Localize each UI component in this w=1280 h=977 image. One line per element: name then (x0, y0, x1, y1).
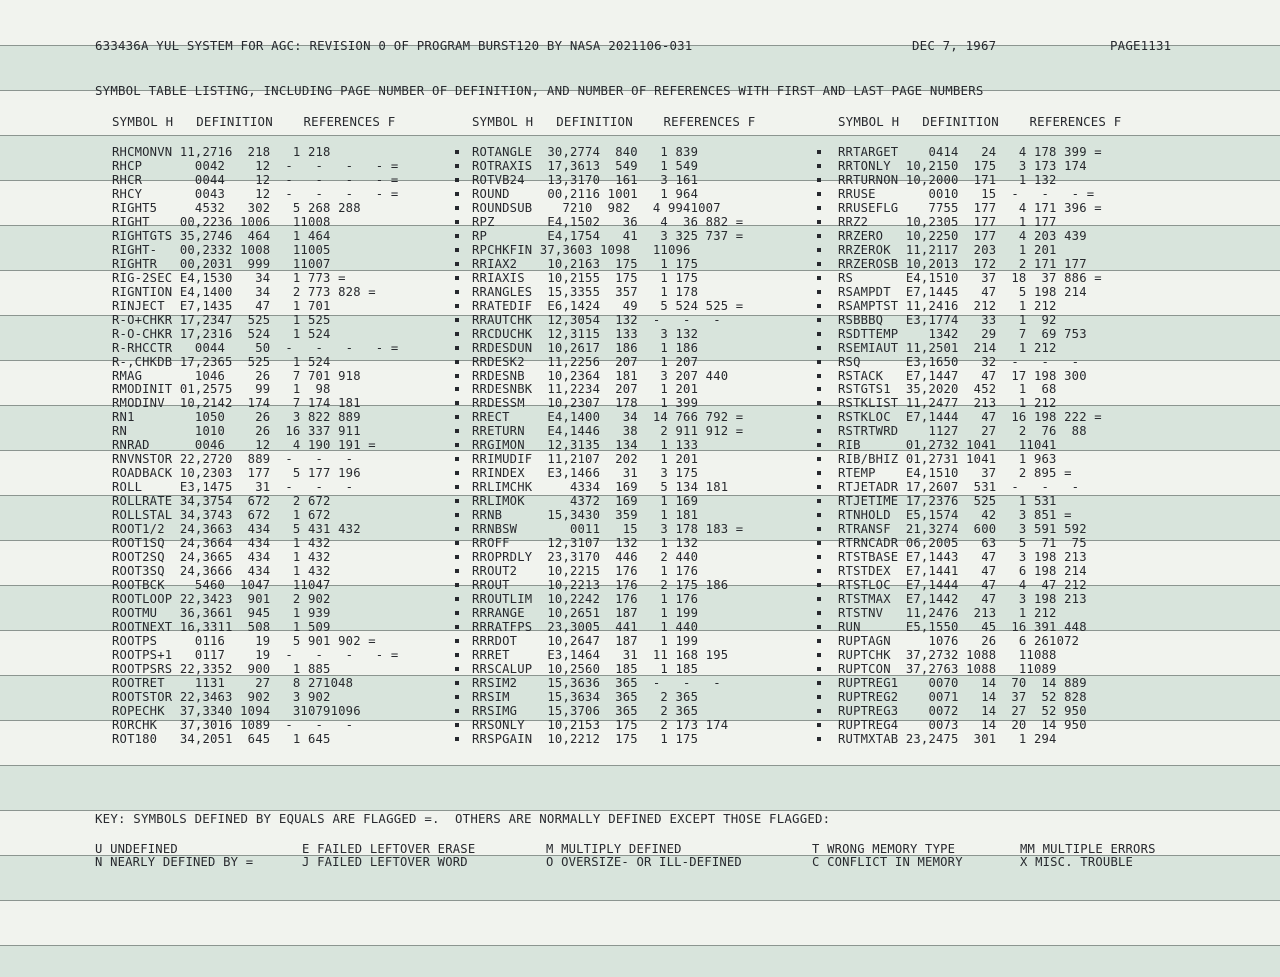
legend-item: T WRONG MEMORY TYPE (812, 842, 956, 856)
symbol-entry: ROLLRATE 34,3754 672 2 672 (112, 494, 331, 509)
column-separator-mark (455, 681, 459, 685)
symbol-entry: ROOTBCK 5460 1047 11047 (112, 578, 331, 593)
symbol-entry: RRDESDUN 10,2617 186 1 186 (472, 340, 699, 355)
symbol-entry: RNVNSTOR 22,2720 889 - - - (112, 452, 354, 467)
symbol-entry: RRIAXIS 10,2155 175 1 175 (472, 270, 699, 285)
symbol-entry: RHCMONVN 11,2716 218 1 218 (112, 145, 331, 159)
symbol-entry: RRSIM 15,3634 365 2 365 (472, 689, 699, 704)
table-row (0, 592, 1280, 606)
symbol-entry: RSEMIAUT 11,2501 214 1 212 (838, 340, 1057, 355)
column-separator-mark (455, 387, 459, 391)
table-row (0, 606, 1280, 620)
column-separator-mark (817, 583, 821, 587)
symbol-entry: RRSCALUP 10,2560 185 1 185 (472, 661, 699, 676)
table-row (0, 145, 1280, 159)
symbol-entry: RMAG 1046 26 7 701 918 (112, 368, 361, 383)
symbol-entry: RRSIM2 15,3636 365 - - - (472, 675, 721, 690)
symbol-entry: ROPECHK 37,3340 1094 310791096 (112, 703, 361, 718)
column-separator-mark (817, 262, 821, 266)
column-separator-mark (455, 401, 459, 405)
symbol-entry: RSDTTEMP 1342 29 7 69 753 (838, 326, 1087, 341)
symbol-entry: ROOTPSRS 22,3352 900 1 885 (112, 661, 331, 676)
column-separator-mark (455, 723, 459, 727)
column-separator-mark (455, 415, 459, 419)
table-row (0, 564, 1280, 578)
symbol-entry: RSTGTS1 35,2020 452 1 68 (838, 382, 1057, 397)
symbol-entry: RRECT E4,1400 34 14 766 792 = (472, 410, 744, 425)
table-row (0, 704, 1280, 718)
column-separator-mark (817, 164, 821, 168)
symbol-entry: RIG-2SEC E4,1530 34 1 773 = (112, 270, 346, 285)
column-separator-mark (455, 290, 459, 294)
symbol-entry: RRTONLY 10,2150 175 3 173 174 (838, 158, 1087, 173)
column-separator-mark (817, 374, 821, 378)
legend-item: MM MULTIPLE ERRORS (1020, 842, 1156, 856)
column-separator-mark (817, 527, 821, 531)
column-separator-mark (455, 597, 459, 601)
table-row (0, 341, 1280, 355)
table-row (0, 494, 1280, 508)
column-separator-mark (817, 499, 821, 503)
table-row (0, 201, 1280, 215)
symbol-entry: RROUT2 10,2215 176 1 176 (472, 564, 699, 579)
symbol-entry: RRZERO 10,2250 177 4 203 439 (838, 228, 1087, 243)
column-separator-mark (455, 695, 459, 699)
symbol-entry: R-O+CHKR 17,2347 525 1 525 (112, 312, 331, 327)
column-separator-mark (455, 332, 459, 336)
table-row (0, 215, 1280, 229)
column-separator-mark (817, 639, 821, 643)
page-number: PAGE1131 (1110, 38, 1172, 53)
symbol-entry: ROT180 34,2051 645 1 645 (112, 731, 331, 746)
column-separator-mark (455, 318, 459, 322)
symbol-entry: ROTANGLE 30,2774 840 1 839 (472, 145, 699, 159)
symbol-entry: RTSTDEX E7,1441 47 6 198 214 (838, 564, 1087, 579)
symbol-entry: ROTVB24 13,3170 161 3 161 (472, 172, 699, 187)
table-row (0, 536, 1280, 550)
symbol-entry: RN1 1050 26 3 822 889 (112, 410, 361, 425)
column-separator-mark (455, 360, 459, 364)
column-separator-mark (817, 290, 821, 294)
symbol-entry: RROFF 12,3107 132 1 132 (472, 536, 699, 551)
symbol-entry: RSAMPDT E7,1445 47 5 198 214 (838, 284, 1087, 299)
column-separator-mark (455, 653, 459, 657)
column-separator-mark (817, 569, 821, 573)
column-separator-mark (817, 318, 821, 322)
column-header-1: SYMBOL H DEFINITION REFERENCES F (112, 114, 396, 129)
symbol-entry: RSTKLOC E7,1444 47 16 198 222 = (838, 410, 1102, 425)
symbol-entry: RTEMP E4,1510 37 2 895 = (838, 466, 1072, 481)
symbol-entry: RRIMUDIF 11,2107 202 1 201 (472, 452, 699, 467)
symbol-entry: RS E4,1510 37 18 37 886 = (838, 270, 1102, 285)
symbol-entry: RRATEDIF E6,1424 49 5 524 525 = (472, 298, 744, 313)
symbol-entry: RTRANSF 21,3274 600 3 591 592 (838, 522, 1087, 537)
column-separator-mark (817, 429, 821, 433)
symbol-entry: RSBBBQ E3,1774 33 1 92 (838, 312, 1057, 327)
column-separator-mark (455, 541, 459, 545)
column-separator-mark (817, 681, 821, 685)
rule (0, 765, 1280, 766)
legend-item: U UNDEFINED (95, 842, 178, 856)
symbol-entry: RNRAD 0046 12 4 190 191 = (112, 438, 376, 453)
legend-item: M MULTIPLY DEFINED (546, 842, 682, 856)
symbol-entry: RPCHKFIN 37,3603 1098 11096 (472, 242, 691, 257)
table-row (0, 648, 1280, 662)
symbol-entry: RUPTAGN 1076 26 6 261072 (838, 633, 1080, 648)
symbol-entry: RIGHTGTS 35,2746 464 1 464 (112, 228, 331, 243)
column-separator-mark (817, 304, 821, 308)
column-separator-mark (817, 653, 821, 657)
symbol-entry: RTSTBASE E7,1443 47 3 198 213 (838, 550, 1087, 565)
symbol-entry: RRNBSW 0011 15 3 178 183 = (472, 522, 744, 537)
column-separator-mark (817, 737, 821, 741)
column-separator-mark (455, 443, 459, 447)
column-separator-mark (817, 178, 821, 182)
legend-item: O OVERSIZE- OR ILL-DEFINED (546, 855, 742, 869)
symbol-entry: RRZEROSB 10,2013 172 2 171 177 (838, 256, 1087, 271)
symbol-entry: ROOTPS+1 0117 19 - - - - = (112, 647, 399, 662)
symbol-entry: ROOTMU 36,3661 945 1 939 (112, 605, 331, 620)
column-separator-mark (817, 220, 821, 224)
symbol-entry: RUPTREG2 0071 14 37 52 828 (838, 689, 1087, 704)
symbol-entry: RRUSE 0010 15 - - - = (838, 186, 1095, 201)
symbol-entry: RHCR 0044 12 - - - - = (112, 172, 399, 187)
symbol-entry: RSAMPTST 11,2416 212 1 212 (838, 298, 1057, 313)
symbol-entry: RMODINIT 01,2575 99 1 98 (112, 382, 331, 397)
table-row (0, 396, 1280, 410)
table-row (0, 299, 1280, 313)
table-row (0, 173, 1280, 187)
symbol-entry: RTSTNV 11,2476 213 1 212 (838, 605, 1057, 620)
symbol-entry: RUPTREG4 0073 14 20 14 950 (838, 717, 1087, 732)
symbol-entry: RRRDOT 10,2647 187 1 199 (472, 633, 699, 648)
symbol-entry: ROLL E3,1475 31 - - - (112, 480, 354, 495)
column-header-3: SYMBOL H DEFINITION REFERENCES F (838, 114, 1122, 129)
table-row (0, 466, 1280, 480)
symbol-entry: RRGIMON 12,3135 134 1 133 (472, 438, 699, 453)
symbol-entry: RIB 01,2732 1041 11041 (838, 438, 1057, 453)
symbol-entry: R-RHCCTR 0044 50 - - - - = (112, 340, 399, 355)
column-separator-mark (817, 457, 821, 461)
column-separator-mark (455, 583, 459, 587)
column-separator-mark (817, 723, 821, 727)
table-row (0, 327, 1280, 341)
column-separator-mark (455, 625, 459, 629)
column-separator-mark (455, 192, 459, 196)
column-separator-mark (817, 401, 821, 405)
symbol-entry: ROTRAXIS 17,3613 549 1 549 (472, 158, 699, 173)
column-separator-mark (455, 737, 459, 741)
table-row (0, 690, 1280, 704)
column-separator-mark (455, 346, 459, 350)
symbol-entry: RUPTREG1 0070 14 70 14 889 (838, 675, 1087, 690)
column-separator-mark (455, 611, 459, 615)
symbol-entry: RRINDEX E3,1466 31 3 175 (472, 466, 699, 481)
symbol-entry: RRSPGAIN 10,2212 175 1 175 (472, 731, 699, 746)
table-row (0, 480, 1280, 494)
table-row (0, 313, 1280, 327)
legend-item: X MISC. TROUBLE (1020, 855, 1134, 869)
column-separator-mark (817, 415, 821, 419)
column-separator-mark (817, 332, 821, 336)
column-separator-mark (455, 499, 459, 503)
table-row (0, 285, 1280, 299)
symbol-entry: RTSTLOC E7,1444 47 4 47 212 (838, 578, 1087, 593)
table-row (0, 382, 1280, 396)
column-separator-mark (455, 248, 459, 252)
symbol-entry: RTSTMAX E7,1442 47 3 198 213 (838, 592, 1087, 606)
symbol-entry: RHCP 0042 12 - - - - = (112, 158, 399, 173)
symbol-entry: RINJECT E7,1435 47 1 701 (112, 298, 331, 313)
column-separator-mark (455, 429, 459, 433)
column-separator-mark (817, 150, 821, 154)
column-separator-mark (455, 457, 459, 461)
table-row (0, 369, 1280, 383)
rule (0, 135, 1280, 136)
column-separator-mark (817, 485, 821, 489)
column-separator-mark (817, 695, 821, 699)
symbol-entry: RTRNCADR 06,2005 63 5 71 75 (838, 536, 1087, 551)
column-separator-mark (455, 262, 459, 266)
symbol-entry: RHCY 0043 12 - - - - = (112, 186, 399, 201)
symbol-entry: RUPTREG3 0072 14 27 52 950 (838, 703, 1087, 718)
column-separator-mark (817, 667, 821, 671)
column-separator-mark (817, 541, 821, 545)
column-separator-mark (817, 206, 821, 210)
symbol-entry: ROOT1SQ 24,3664 434 1 432 (112, 536, 331, 551)
table-row (0, 550, 1280, 564)
column-separator-mark (817, 597, 821, 601)
symbol-entry: RRSONLY 10,2153 175 2 173 174 (472, 717, 729, 732)
column-separator-mark (817, 471, 821, 475)
table-row (0, 438, 1280, 452)
column-separator-mark (455, 527, 459, 531)
column-separator-mark (817, 387, 821, 391)
symbol-entry: RMODINV 10,2142 174 7 174 181 (112, 396, 361, 411)
symbol-entry: RRDESNBK 11,2234 207 1 201 (472, 382, 699, 397)
symbol-entry: RIGHTR 00,2031 999 11007 (112, 256, 331, 271)
symbol-entry: RIGHT5 4532 302 5 268 288 (112, 200, 361, 215)
legend-item: N NEARLY DEFINED BY = (95, 855, 254, 869)
table-row (0, 662, 1280, 676)
symbol-entry: RRLIMCHK 4334 169 5 134 181 (472, 480, 729, 495)
symbol-entry: RRIAX2 10,2163 175 1 175 (472, 256, 699, 271)
symbol-entry: RRRATFPS 23,3005 441 1 440 (472, 619, 699, 634)
symbol-entry: RPZ E4,1502 36 4 36 882 = (472, 214, 744, 229)
symbol-entry: R-,CHKDB 17,2365 525 1 524 (112, 354, 331, 369)
symbol-entry: RRDESNB 10,2364 181 3 207 440 (472, 368, 729, 383)
table-row (0, 452, 1280, 466)
table-row (0, 159, 1280, 173)
table-row (0, 243, 1280, 257)
symbol-entry: RRZ2 10,2305 177 1 177 (838, 214, 1057, 229)
column-separator-mark (817, 625, 821, 629)
symbol-entry: RRUSEFLG 7755 177 4 171 396 = (838, 200, 1102, 215)
column-separator-mark (817, 192, 821, 196)
symbol-entry: RUPTCHK 37,2732 1088 11088 (838, 647, 1057, 662)
column-separator-mark (817, 443, 821, 447)
symbol-entry: RRNB 15,3430 359 1 181 (472, 508, 699, 523)
symbol-entry: RROUT 10,2213 176 2 175 186 (472, 578, 729, 593)
symbol-entry: RSTACK E7,1447 47 17 198 300 (838, 368, 1087, 383)
symbol-entry: ROUND 00,2116 1001 1 964 (472, 186, 699, 201)
symbol-entry: RRDESK2 11,2256 207 1 207 (472, 354, 699, 369)
symbol-entry: RN 1010 26 16 337 911 (112, 424, 361, 439)
symbol-entry: RIGNTION E4,1400 34 2 773 828 = (112, 284, 376, 299)
column-separator-mark (817, 555, 821, 559)
table-row (0, 355, 1280, 369)
table-row (0, 718, 1280, 732)
symbol-entry: RUN E5,1550 45 16 391 448 (838, 619, 1087, 634)
table-row (0, 578, 1280, 592)
column-separator-mark (455, 220, 459, 224)
column-separator-mark (817, 513, 821, 517)
symbol-entry: RTJETADR 17,2607 531 - - - (838, 480, 1080, 495)
key-line: KEY: SYMBOLS DEFINED BY EQUALS ARE FLAGGED =. OTHERS ARE NORMALLY DEFINED EXCEPT THOSE FLAGGED: (95, 811, 831, 826)
column-separator-mark (455, 667, 459, 671)
symbol-entry: ROOTPS 0116 19 5 901 902 = (112, 633, 376, 648)
symbol-entry: RRETURN E4,1446 38 2 911 912 = (472, 424, 744, 439)
symbol-entry: ROADBACK 10,2303 177 5 177 196 (112, 466, 361, 481)
column-separator-mark (455, 206, 459, 210)
symbol-entry: ROOT3SQ 24,3666 434 1 432 (112, 564, 331, 579)
symbol-entry: RTNHOLD E5,1574 42 3 851 = (838, 508, 1072, 523)
table-row (0, 732, 1280, 746)
table-row (0, 271, 1280, 285)
rule (0, 945, 1280, 946)
symbol-entry: RUTMXTAB 23,2475 301 1 294 (838, 731, 1057, 746)
listing-date: DEC 7, 1967 (912, 38, 997, 53)
symbol-entry: RRCDUCHK 12,3115 133 3 132 (472, 326, 699, 341)
column-separator-mark (817, 709, 821, 713)
table-row (0, 257, 1280, 271)
column-separator-mark (455, 709, 459, 713)
column-separator-mark (455, 471, 459, 475)
symbol-entry: ROOTLOOP 22,3423 901 2 902 (112, 592, 331, 606)
symbol-entry: RRZEROK 11,2117 203 1 201 (838, 242, 1057, 257)
symbol-entry: RRSIMG 15,3706 365 2 365 (472, 703, 699, 718)
symbol-entry: RSTRTWRD 1127 27 2 76 88 (838, 424, 1087, 439)
symbol-entry: ROUNDSUB 7210 982 4 9941007 (472, 200, 721, 215)
symbol-entry: ROOT2SQ 24,3665 434 1 432 (112, 550, 331, 565)
column-separator-mark (817, 346, 821, 350)
symbol-entry: RRAUTCHK 12,3054 132 - - - (472, 312, 721, 327)
symbol-entry: RRRANGE 10,2651 187 1 199 (472, 605, 699, 620)
column-separator-mark (817, 276, 821, 280)
symbol-table (0, 145, 1280, 746)
symbol-entry: RRTARGET 0414 24 4 178 399 = (838, 145, 1102, 159)
column-separator-mark (455, 374, 459, 378)
symbol-entry: RTJETIME 17,2376 525 1 531 (838, 494, 1057, 509)
symbol-entry: RRRET E3,1464 31 11 168 195 (472, 647, 729, 662)
symbol-entry: RIB/BHIZ 01,2731 1041 1 963 (838, 452, 1057, 467)
symbol-entry: R-O-CHKR 17,2316 524 1 524 (112, 326, 331, 341)
table-row (0, 634, 1280, 648)
symbol-entry: RRANGLES 15,3355 357 1 178 (472, 284, 699, 299)
column-separator-mark (455, 555, 459, 559)
column-separator-mark (455, 513, 459, 517)
table-row (0, 508, 1280, 522)
symbol-entry: ROOTNEXT 16,3311 508 1 509 (112, 619, 331, 634)
symbol-entry: ROOT1/2 24,3663 434 5 431 432 (112, 522, 361, 537)
column-separator-mark (817, 611, 821, 615)
column-separator-mark (817, 248, 821, 252)
column-header-2: SYMBOL H DEFINITION REFERENCES F (472, 114, 756, 129)
symbol-entry: RRLIMOK 4372 169 1 169 (472, 494, 699, 509)
table-row (0, 522, 1280, 536)
column-separator-mark (455, 276, 459, 280)
symbol-entry: RORCHK 37,3016 1089 - - - (112, 717, 354, 732)
table-subtitle: SYMBOL TABLE LISTING, INCLUDING PAGE NUMBER OF DEFINITION, AND NUMBER OF REFERENCES WITH FIRST AND LAST PAGE NUMBERS (95, 83, 984, 98)
table-row (0, 187, 1280, 201)
column-separator-mark (455, 150, 459, 154)
symbol-entry: RROUTLIM 10,2242 176 1 176 (472, 592, 699, 606)
rule (0, 900, 1280, 901)
symbol-entry: RRTURNON 10,2000 171 1 132 (838, 172, 1057, 187)
column-separator-mark (455, 164, 459, 168)
column-separator-mark (455, 234, 459, 238)
symbol-entry: RUPTCON 37,2763 1088 11089 (838, 661, 1057, 676)
column-separator-mark (455, 639, 459, 643)
symbol-entry: RP E4,1754 41 3 325 737 = (472, 228, 744, 243)
symbol-entry: ROOTSTOR 22,3463 902 3 902 (112, 689, 331, 704)
column-separator-mark (817, 360, 821, 364)
legend-item: C CONFLICT IN MEMORY (812, 855, 963, 869)
legend-item: E FAILED LEFTOVER ERASE (302, 842, 476, 856)
table-row (0, 229, 1280, 243)
symbol-entry: RIGHT 00,2236 1006 11008 (112, 214, 331, 229)
column-separator-mark (455, 178, 459, 182)
column-separator-mark (455, 485, 459, 489)
table-row (0, 620, 1280, 634)
listing-header: 633436A YUL SYSTEM FOR AGC: REVISION 0 OF PROGRAM BURST120 BY NASA 2021106-031 (95, 38, 693, 53)
column-separator-mark (455, 304, 459, 308)
legend-item: J FAILED LEFTOVER WORD (302, 855, 468, 869)
symbol-entry: ROOTRET 1131 27 8 271048 (112, 675, 354, 690)
symbol-entry: RSTKLIST 11,2477 213 1 212 (838, 396, 1057, 411)
symbol-entry: RRDESSM 10,2307 178 1 399 (472, 396, 699, 411)
table-row (0, 424, 1280, 438)
symbol-entry: ROLLSTAL 34,3743 672 1 672 (112, 508, 331, 523)
symbol-entry: RSQ E3,1650 32 - - - (838, 354, 1080, 369)
symbol-entry: RROPRDLY 23,3170 446 2 440 (472, 550, 699, 565)
table-row (0, 676, 1280, 690)
column-separator-mark (455, 569, 459, 573)
table-row (0, 410, 1280, 424)
symbol-entry: RIGHT- 00,2332 1008 11005 (112, 242, 331, 257)
column-separator-mark (817, 234, 821, 238)
